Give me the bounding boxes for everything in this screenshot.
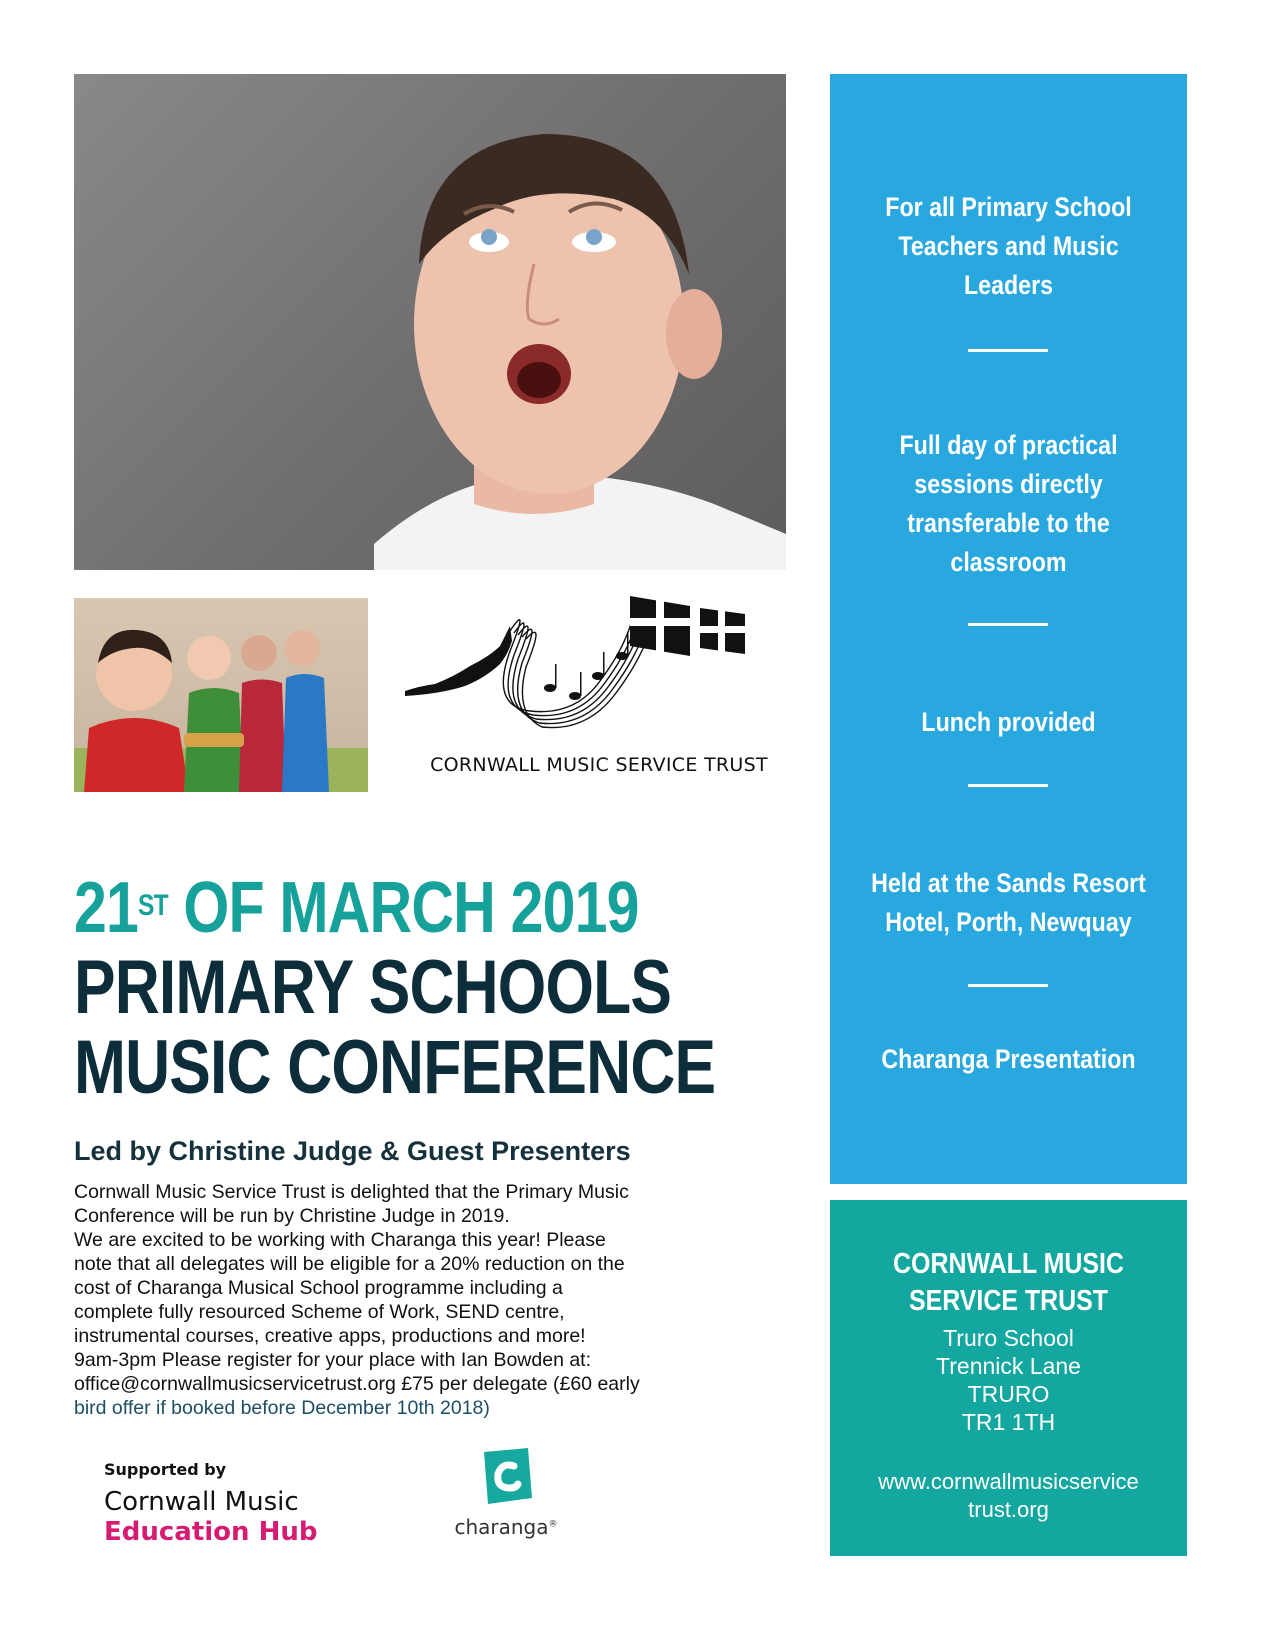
feature-venue	[830, 864, 1187, 942]
body-line: We are excited to be working with Charanga this year! Please	[74, 1229, 606, 1251]
features-panel	[830, 74, 1187, 1184]
body-line: 9am-3pm Please register for your place with Ian Bowden at:	[74, 1349, 592, 1371]
date-suffix: ST	[138, 889, 168, 922]
contact-panel	[830, 1200, 1187, 1556]
feature-lunch	[830, 703, 1187, 742]
body-line: instrumental courses, creative apps, productions and more!	[74, 1325, 586, 1347]
feature-line: Held at the Sands Resort	[871, 868, 1146, 898]
address-line: Truro School	[943, 1325, 1074, 1351]
charanga-logo	[446, 1448, 566, 1538]
title-line-2: MUSIC CONFERENCE	[74, 1025, 716, 1110]
description-text	[74, 1180, 694, 1420]
hero-photo	[74, 74, 786, 570]
contact-address	[830, 1324, 1187, 1436]
org-line: CORNWALL MUSIC	[893, 1248, 1124, 1280]
feature-line: classroom	[950, 547, 1067, 577]
address-line: TR1 1TH	[961, 1409, 1056, 1435]
feature-line: Lunch provided	[921, 707, 1096, 737]
boy-singing-illustration	[74, 74, 786, 570]
address-line: Trennick Lane	[936, 1353, 1081, 1379]
hub-name-line-2: Education Hub	[104, 1517, 318, 1547]
divider	[968, 349, 1048, 352]
charanga-c-icon	[476, 1448, 536, 1506]
event-date	[74, 868, 639, 948]
children-illustration	[74, 598, 368, 792]
charanga-wordmark: charanga	[454, 1515, 549, 1539]
hub-name-line-1: Cornwall Music	[104, 1487, 299, 1517]
supported-by-block	[104, 1460, 317, 1547]
feature-line: Charanga Presentation	[881, 1044, 1136, 1074]
title-line-1: PRIMARY SCHOOLS	[74, 945, 672, 1030]
website-line: trust.org	[968, 1497, 1049, 1522]
website-line: www.cornwallmusicservice	[878, 1469, 1139, 1494]
date-day: 21	[74, 868, 139, 948]
body-line: note that all delegates will be eligible for a 20% reduction on the	[74, 1253, 625, 1275]
feature-line: transferable to the	[907, 508, 1110, 538]
feature-line: Teachers and Music	[898, 231, 1119, 261]
address-line: TRURO	[967, 1381, 1050, 1407]
divider	[968, 784, 1048, 787]
body-line: complete fully resourced Scheme of Work, SEND centre,	[74, 1301, 565, 1323]
page-title	[74, 945, 716, 1110]
registered-mark: ®	[548, 1519, 558, 1530]
cmst-logo-text: CORNWALL MUSIC SERVICE TRUST	[430, 754, 768, 776]
divider	[968, 984, 1048, 987]
org-line: SERVICE TRUST	[908, 1285, 1109, 1317]
body-line: bird offer if booked before December 10th 2018)	[74, 1397, 490, 1419]
body-line: cost of Charanga Musical School programme including a	[74, 1277, 563, 1299]
feature-line: For all Primary School	[885, 192, 1132, 222]
divider	[968, 623, 1048, 626]
supported-by-label: Supported by	[104, 1460, 227, 1479]
led-by-heading: Led by Christine Judge & Guest Presenters	[74, 1136, 631, 1166]
feature-line: sessions directly	[914, 469, 1103, 499]
feature-practical-sessions	[830, 426, 1187, 582]
feature-line: Hotel, Porth, Newquay	[885, 907, 1132, 937]
feature-audience	[830, 188, 1187, 305]
feature-line: Full day of practical	[899, 430, 1118, 460]
body-line: Conference will be run by Christine Judge in 2019.	[74, 1205, 510, 1227]
date-month-year: OF MARCH 2019	[167, 868, 639, 948]
cmst-logo	[400, 596, 790, 786]
body-line: Cornwall Music Service Trust is delighted that the Primary Music	[74, 1181, 629, 1203]
website-link[interactable]	[830, 1468, 1187, 1524]
feature-line: Leaders	[963, 270, 1054, 300]
music-staff-logo-icon	[400, 596, 790, 751]
children-photo	[74, 598, 368, 792]
body-line-email: office@cornwallmusicservicetrust.org £75 per delegate (£60 early	[74, 1373, 640, 1395]
feature-presentation	[830, 1040, 1187, 1079]
contact-org-name	[830, 1246, 1187, 1320]
